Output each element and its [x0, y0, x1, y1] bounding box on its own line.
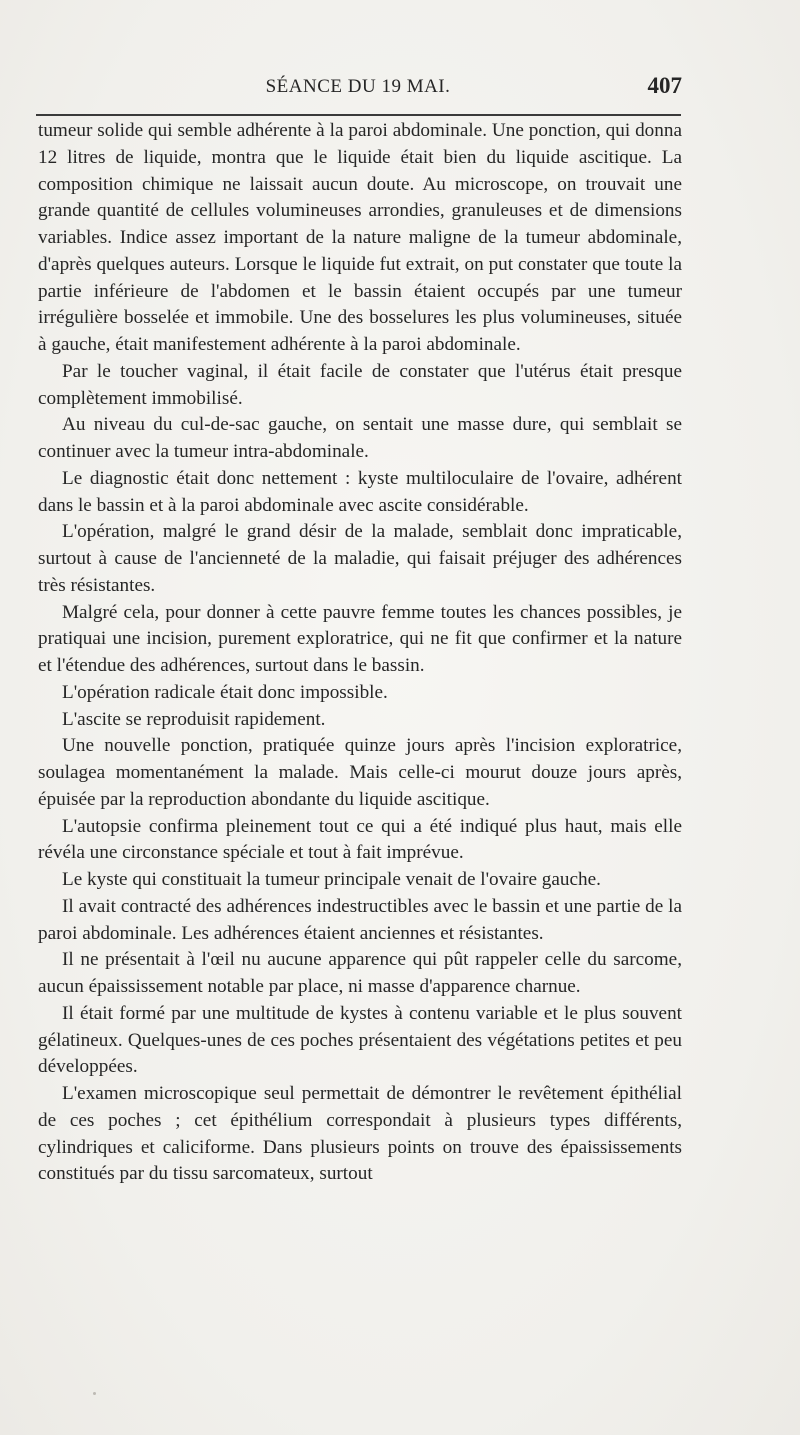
paragraph-14: Il était formé par une multitude de kystes à contenu variable et le plus souvent gélatineux. Quelques-unes de ces poches présentaient des végétations petites et peu développées. — [38, 1002, 682, 1078]
paragraph-1: tumeur solide qui semble adhérente à la paroi abdominale. Une ponction, qui donna 12 litres de liquide, montra que le liquide était bien du liquide ascitique. La composition chimique ne laissait aucun doute. Au microscope, on trouvait une grande quantité de cellules volumineuses arrondies, granuleuses et de dimensions variables. Indice assez important de la nature maligne de la tumeur abdominale, d'après quelques auteurs. Lorsque le liquide fut extrait, on put constater que toute la partie inférieure de l'abdomen et le bassin étaient occupés par une tumeur irrégulière bosselée et immobile. Une des bosselures les plus volumineuses, située à gauche, était manifestement adhérente à la paroi abdominale. — [38, 120, 682, 355]
paragraph-8: L'ascite se reproduisit rapidement. — [62, 708, 326, 730]
page-header — [38, 73, 682, 110]
running-title-month: MAI. — [406, 76, 451, 97]
paragraph-9: Une nouvelle ponction, pratiquée quinze jours après l'incision exploratrice, soulagea momentanément la malade. Mais celle-ci mourut douze jours après, épuisée par la reproduction abondante du liquide ascitique. — [38, 735, 682, 810]
running-title-prefix: SÉANCE DU — [265, 76, 377, 97]
running-title-day: 19 — [381, 76, 402, 97]
paragraph-10: L'autopsie confirma pleinement tout ce qui a été indiqué plus haut, mais elle révéla une circonstance spéciale et tout à fait imprévue. — [38, 815, 682, 864]
header-rule — [36, 114, 681, 116]
paragraph-11: Le kyste qui constituait la tumeur principale venait de l'ovaire gauche. — [62, 869, 601, 890]
running-title — [38, 76, 678, 98]
paragraph-5: L'opération, malgré le grand désir de la malade, semblait donc impraticable, surtout à cause de l'ancienneté de la maladie, qui faisait préjuger des adhérences très résistantes. — [38, 521, 682, 596]
paragraph-12: Il avait contracté des adhérences indestructibles avec le bassin et une partie de la paroi abdominale. Les adhérences étaient anciennes et résistantes. — [38, 895, 682, 944]
paragraph-13: Il ne présentait à l'œil nu aucune apparence qui pût rappeler celle du sarcome, aucun épaississement notable par place, ni masse d'apparence charnue. — [38, 949, 682, 997]
paragraph-7: L'opération radicale était donc impossible. — [62, 681, 388, 703]
paragraph-2: Par le toucher vaginal, il était facile de constater que l'utérus était presque complètement immobilisé. — [38, 360, 682, 409]
paper-speck — [93, 1392, 96, 1395]
paragraph-6: Malgré cela, pour donner à cette pauvre femme toutes les chances possibles, je pratiquai une incision, purement exploratrice, qui ne fit que confirmer et la nature et l'étendue des adhérences, surtout dans le bassin. — [38, 601, 682, 676]
page-number: 407 — [647, 73, 682, 98]
paragraph-15: L'examen microscopique seul permettait de démontrer le revêtement épithélial de ces poches ; cet épithélium correspondait à plusieurs types différents, cylindriques et caliciforme. Dans plusieurs points on trouve des épaississements constitués par du tissu sarcomateux, surtout — [38, 1083, 682, 1185]
paragraph-3: Au niveau du cul-de-sac gauche, on sentait une masse dure, qui semblait se continuer avec la tumeur intra-abdominale. — [38, 414, 682, 462]
body-text — [38, 118, 682, 1188]
paragraph-4: Le diagnostic était donc nettement : kyste multiloculaire de l'ovaire, adhérent dans le bassin et à la paroi abdominale avec ascite considérable. — [38, 467, 682, 516]
